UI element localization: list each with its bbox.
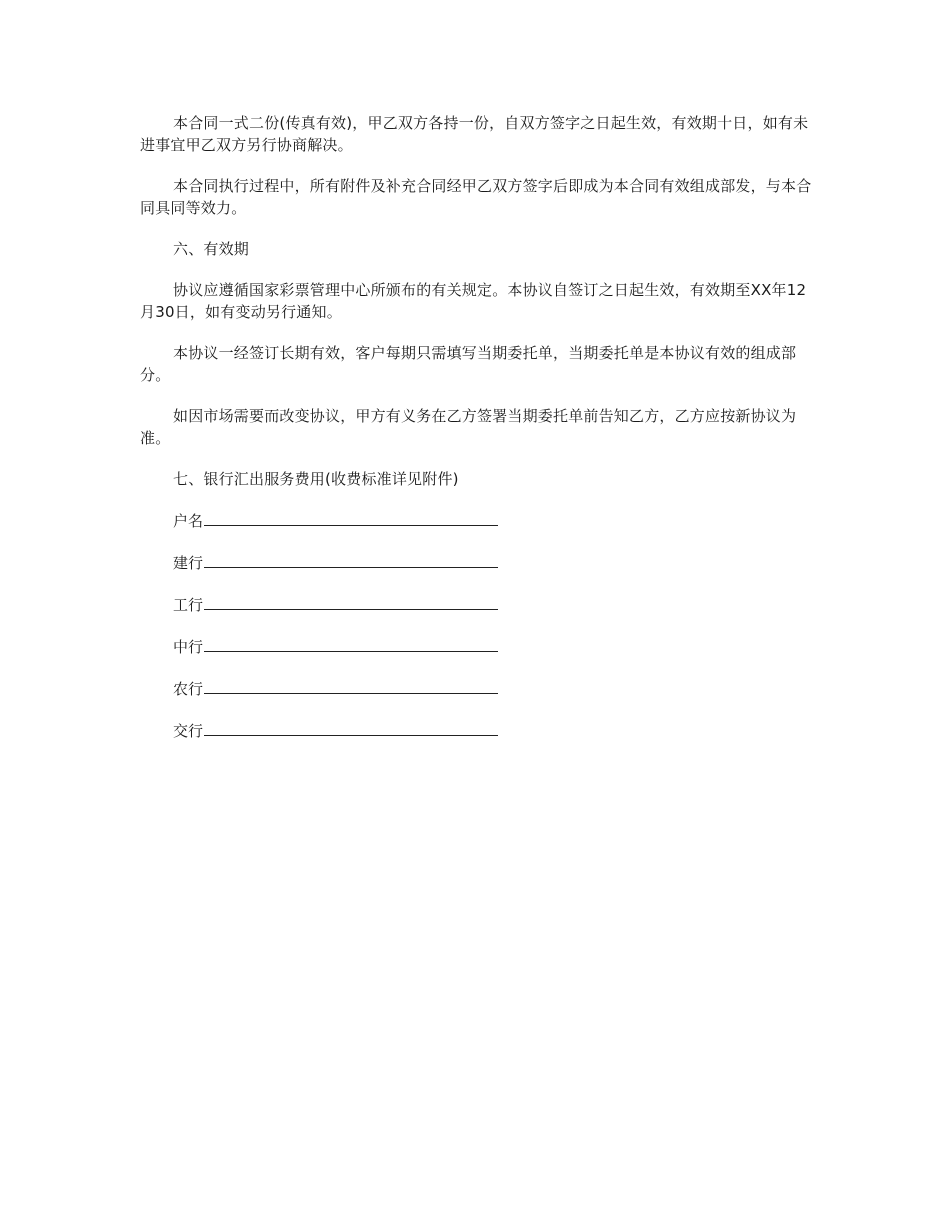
field-label: 建行	[173, 554, 204, 572]
paragraph-attachments: 本合同执行过程中，所有附件及补充合同经甲乙双方签字后即成为本合同有效组成部发，与本合同具同等效力。	[140, 177, 812, 217]
section-heading-validity: 六、有效期	[173, 240, 250, 258]
field-label: 交行	[173, 722, 204, 740]
field-account-name	[140, 509, 812, 532]
fill-in-line	[204, 509, 498, 526]
fill-in-line	[204, 635, 498, 652]
paragraph-validity-term: 协议应遵循国家彩票管理中心所颁布的有关规定。本协议自签订之日起生效，有效期至XX年12月30日，如有变动另行通知。	[140, 281, 807, 321]
field-bocom	[140, 719, 812, 742]
paragraph-contract-copies: 本合同一式二份(传真有效)，甲乙双方各持一份，自双方签字之日起生效，有效期十日，如有未进事宜甲乙双方另行协商解决。	[140, 114, 809, 154]
field-label: 户名	[173, 512, 204, 530]
field-icbc	[140, 593, 812, 616]
fill-in-line	[204, 677, 498, 694]
document-page	[140, 112, 812, 761]
section-heading-bank-fees: 七、银行汇出服务费用(收费标准详见附件)	[173, 470, 459, 488]
field-boc	[140, 635, 812, 658]
fill-in-line	[204, 593, 498, 610]
field-label: 工行	[173, 596, 204, 614]
fill-in-line	[204, 719, 498, 736]
field-label: 农行	[173, 680, 204, 698]
paragraph-market-change: 如因市场需要而改变协议，甲方有义务在乙方签署当期委托单前告知乙方，乙方应按新协议为准。	[140, 407, 797, 447]
field-abc	[140, 677, 812, 700]
field-label: 中行	[173, 638, 204, 656]
paragraph-long-term: 本协议一经签订长期有效，客户每期只需填写当期委托单，当期委托单是本协议有效的组成部分。	[140, 344, 797, 384]
fill-in-line	[204, 551, 498, 568]
field-ccb	[140, 551, 812, 574]
